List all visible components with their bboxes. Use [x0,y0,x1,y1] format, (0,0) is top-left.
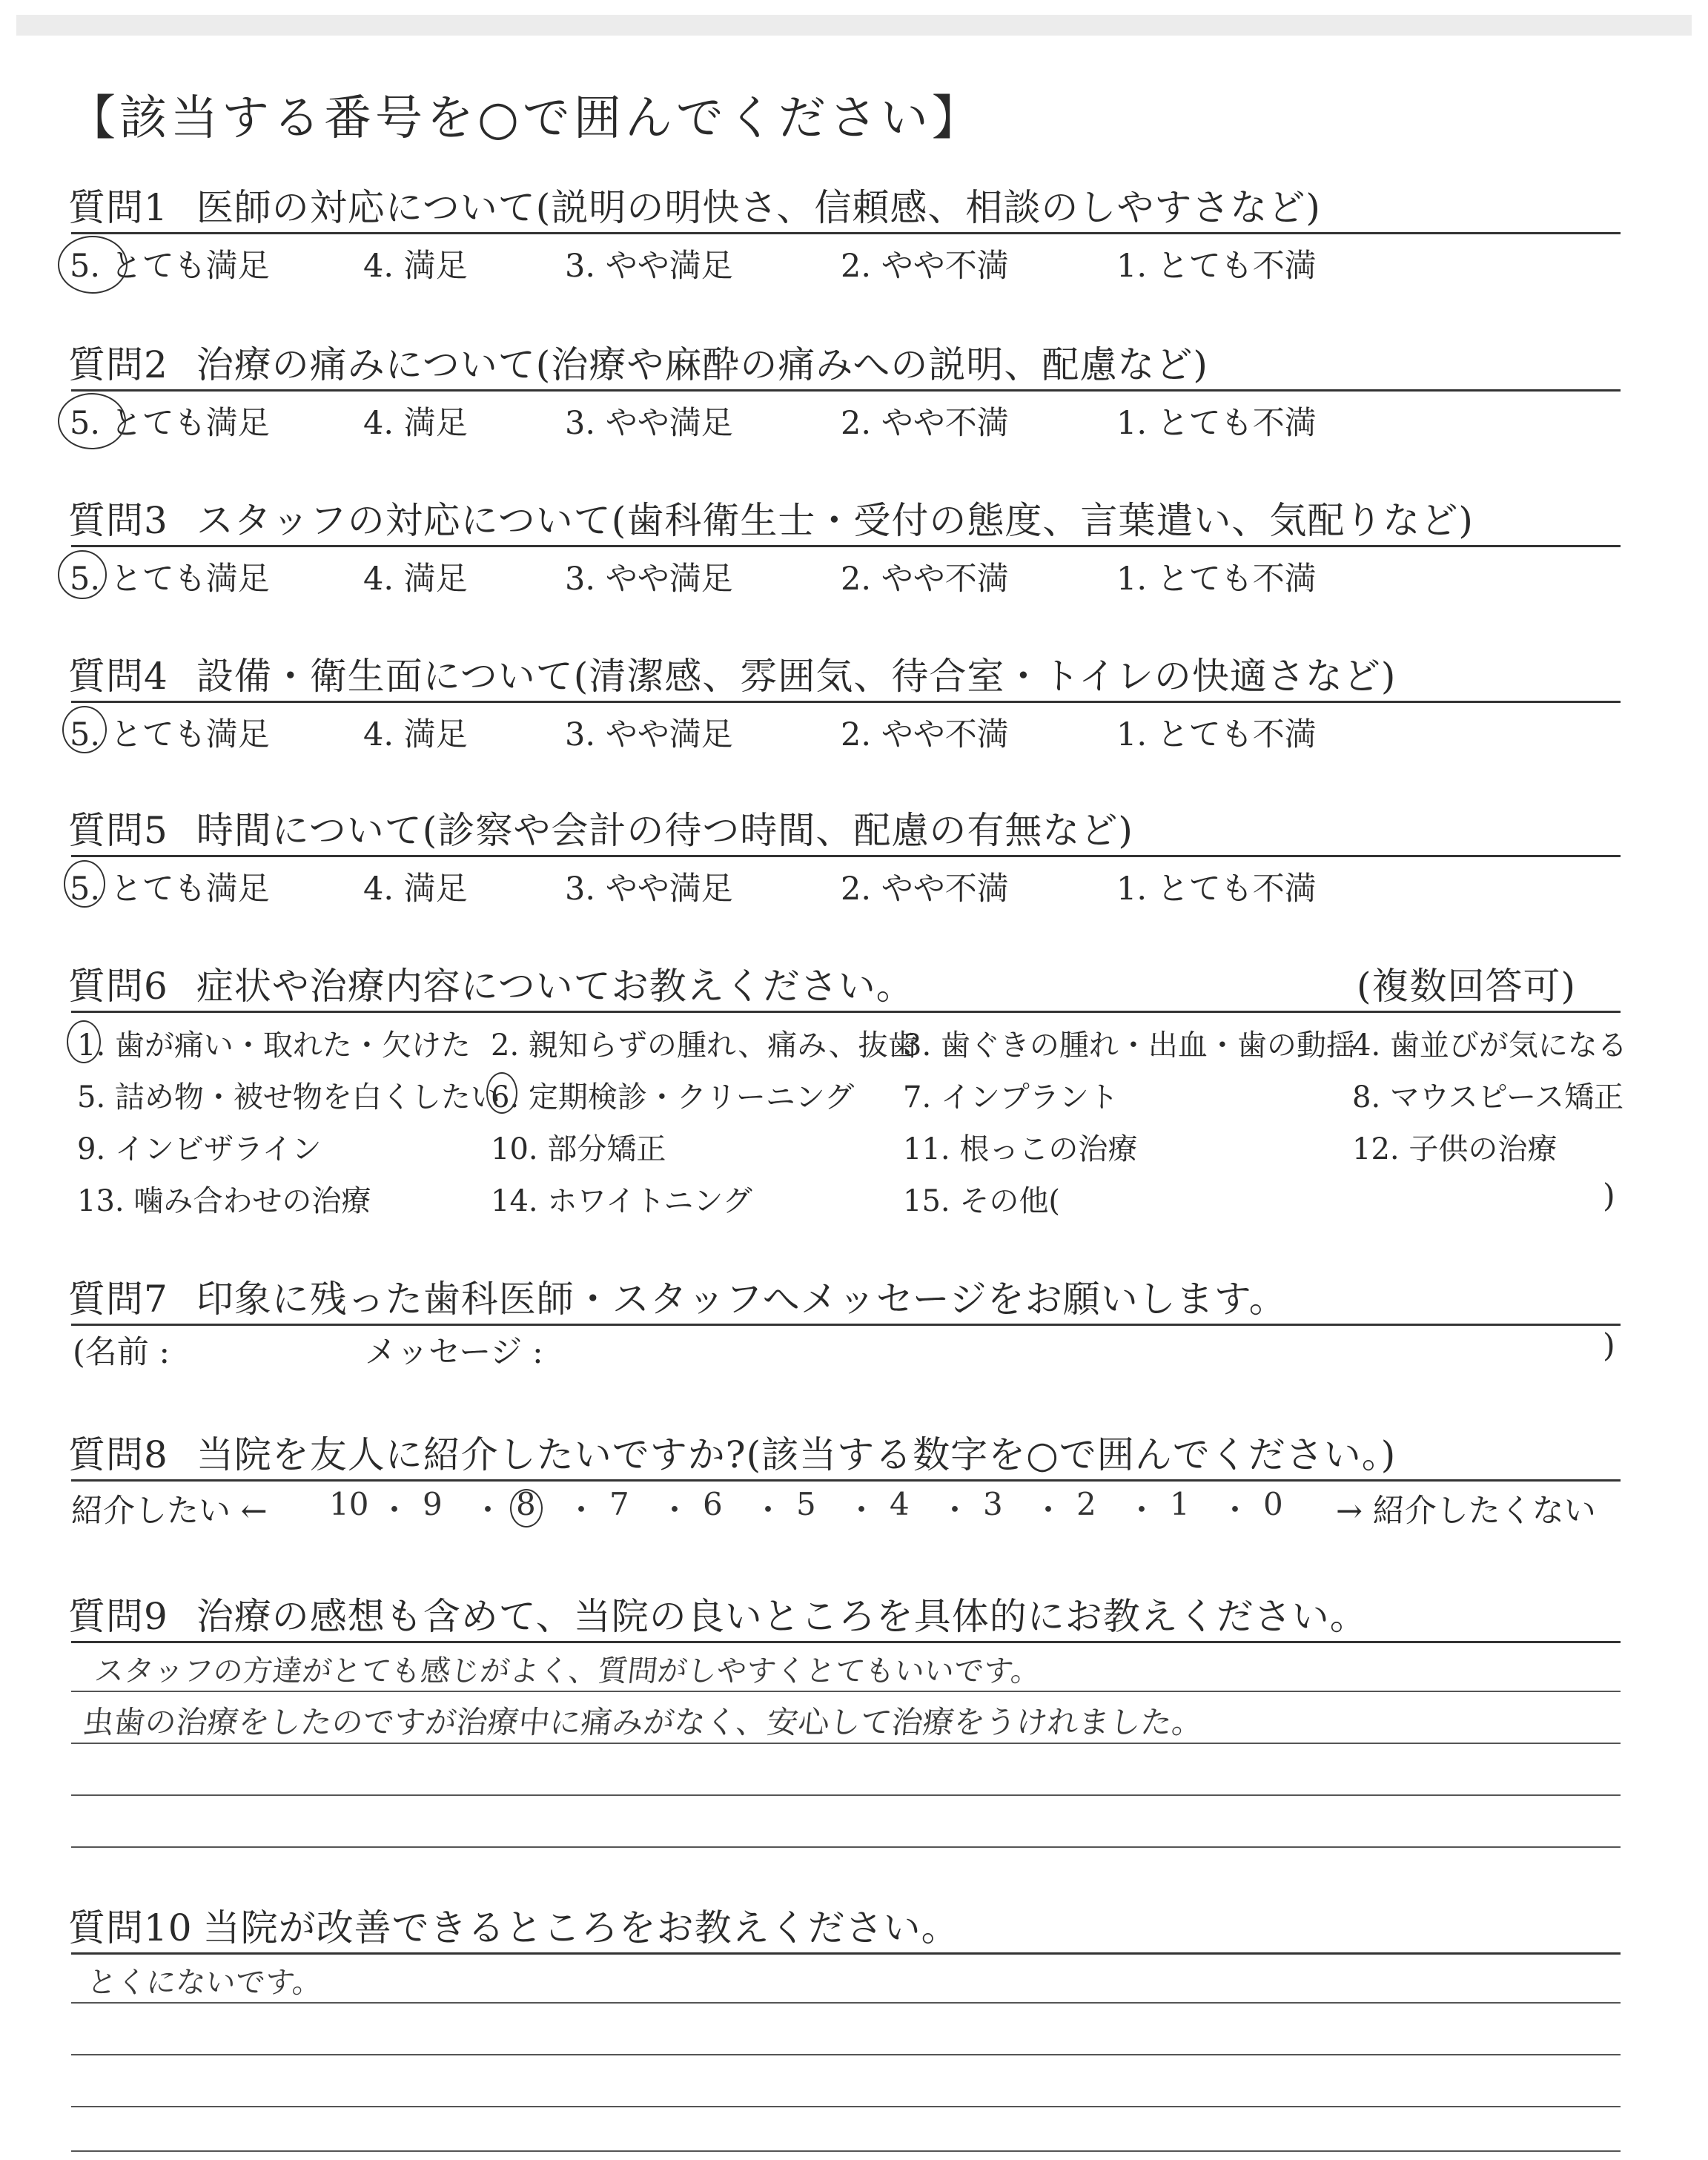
q7-name-label: (名前 : [73,1334,170,1371]
question-6-rule [71,1011,1621,1013]
q8-scale-3[interactable]: 3 [983,1486,1003,1522]
question-4-rule [71,701,1621,703]
question-1-heading [68,178,1321,231]
q1-option-2[interactable]: 2. やや不満 [841,248,1009,285]
q8-scale-separator: ・ [1033,1492,1065,1528]
question-3-rule [71,545,1621,547]
q6-option-2[interactable]: 2. 親知らずの腫れ、痛み、抜歯 [491,1028,918,1063]
q3-option-5[interactable]: 5. とても満足 [70,561,270,598]
q4-option-3[interactable]: 3. やや満足 [565,716,733,753]
question-8-rule [71,1479,1621,1482]
q5-option-3[interactable]: 3. やや満足 [565,871,733,908]
question-2-label: 質問2 [68,343,168,386]
question-10-heading [68,1898,959,1952]
q8-scale-5[interactable]: 5 [796,1486,816,1522]
q8-scale-separator: ・ [939,1492,971,1528]
question-2-rule [71,389,1621,392]
q8-scale-2[interactable]: 2 [1076,1486,1096,1522]
q2-option-3[interactable]: 3. やや満足 [565,405,733,442]
q10-answer-rule-2 [71,2054,1621,2055]
q8-scale-7[interactable]: 7 [609,1486,629,1522]
q6-option-1[interactable]: 1. 歯が痛い・取れた・欠けた [77,1028,471,1063]
q8-left-label: 紹介したい ← [71,1493,268,1530]
question-8-label: 質問8 [68,1433,168,1476]
question-9-heading [68,1587,1368,1640]
q8-scale-separator: ・ [566,1492,598,1528]
question-4-text: 設備・衛生面について(清潔感、雰囲気、待合室・トイレの快適さなど) [196,655,1397,698]
q4-selection-circle [62,706,107,753]
question-9-text: 治療の感想も含めて、当院の良いところを具体的にお教えください。 [196,1595,1368,1638]
q7-close-paren: ) [1603,1327,1615,1364]
question-4-label: 質問4 [68,655,168,698]
question-3-text: スタッフの対応について(歯科衛生士・受付の態度、言葉遣い、気配りなど) [196,499,1474,542]
question-1-label: 質問1 [68,186,168,229]
page-title: 【該当する番号を○で囲んでください】 [68,91,983,146]
question-3-label: 質問3 [68,499,168,542]
q3-option-1[interactable]: 1. とても不満 [1116,561,1317,598]
q8-scale-9[interactable]: 9 [423,1486,443,1522]
q6-option-9[interactable]: 9. インビザライン [77,1132,322,1166]
q6-option-14[interactable]: 14. ホワイトニング [491,1184,752,1218]
q8-scale-10[interactable]: 10 [329,1486,369,1522]
q10-answer-rule-4 [71,2150,1621,2152]
q8-scale-separator: ・ [752,1492,784,1528]
q8-scale-separator: ・ [472,1492,504,1528]
q10-answer-line-1: とくにないです。 [85,1966,324,2000]
q6-option-10[interactable]: 10. 部分矯正 [491,1132,666,1166]
question-1-rule [71,232,1621,234]
q9-answer-rule-4 [71,1846,1621,1848]
q1-option-4[interactable]: 4. 満足 [363,248,468,285]
q6-option-8[interactable]: 8. マウスピース矯正 [1352,1080,1624,1114]
question-10-text: 当院が改善できるところをお教えください。 [202,1906,959,1949]
q8-scale-separator: ・ [659,1492,691,1528]
q8-scale-separator: ・ [1126,1492,1158,1528]
q10-answer-rule-3 [71,2106,1621,2107]
q8-scale-8[interactable]: 8 [516,1486,536,1522]
q2-selection-circle [58,393,126,449]
question-7-label: 質問7 [68,1278,168,1321]
q8-right-label: → 紹介したくない [1336,1493,1596,1530]
question-5-rule [71,855,1621,857]
q2-option-5[interactable]: 5. とても満足 [70,405,270,442]
q9-answer-rule-2 [71,1743,1621,1744]
q6-option-6[interactable]: 6. 定期検診・クリーニング [491,1080,855,1114]
q3-option-2[interactable]: 2. やや不満 [841,561,1009,598]
q8-scale-0[interactable]: 0 [1263,1486,1283,1522]
q3-option-4[interactable]: 4. 満足 [363,561,468,598]
q1-option-1[interactable]: 1. とても不満 [1116,248,1317,285]
scan-top-edge [16,15,1692,36]
question-2-text: 治療の痛みについて(治療や麻酔の痛みへの説明、配慮など) [196,343,1208,386]
question-9-label: 質問9 [68,1595,168,1638]
q9-answer-rule-3 [71,1794,1621,1796]
q6-option-5[interactable]: 5. 詰め物・被せ物を白くしたい [77,1080,500,1114]
q8-scale-separator: ・ [379,1492,411,1528]
q6-option-7[interactable]: 7. インプラント [903,1080,1119,1114]
q5-option-2[interactable]: 2. やや不満 [841,871,1009,908]
question-1-text: 医師の対応について(説明の明快さ、信頼感、相談のしやすさなど) [196,186,1321,229]
q4-option-5[interactable]: 5. とても満足 [70,716,270,753]
question-8-heading [68,1425,1396,1479]
q1-selection-circle [58,236,128,294]
q6-option-13[interactable]: 13. 噛み合わせの治療 [77,1184,371,1218]
q2-option-4[interactable]: 4. 満足 [363,405,468,442]
q1-option-5[interactable]: 5. とても満足 [70,248,270,285]
q8-scale-separator: ・ [1219,1492,1251,1528]
question-8-text: 当院を友人に紹介したいですか?(該当する数字を○で囲んでください。) [196,1433,1397,1476]
question-6-note: (複数回答可) [1357,965,1577,1008]
q3-selection-circle [58,550,107,599]
q2-option-2[interactable]: 2. やや不満 [841,405,1009,442]
question-2-heading [68,335,1208,389]
q6-other-close-paren: ) [1603,1178,1615,1215]
question-7-heading [68,1269,1287,1323]
question-5-heading [68,801,1133,854]
q9-answer-line-2: 虫歯の治療をしたのですが治療中に痛みがなく、安心して治療をうけれました。 [81,1704,1205,1740]
question-10-rule [71,1952,1621,1955]
q6-option-4[interactable]: 4. 歯並びが気になる [1352,1028,1627,1063]
q5-option-5[interactable]: 5. とても満足 [70,871,270,908]
q4-option-1[interactable]: 1. とても不満 [1116,716,1317,753]
q8-scale-6[interactable]: 6 [703,1486,723,1522]
q7-message-label: メッセージ : [365,1334,543,1371]
question-5-text: 時間について(診察や会計の待つ時間、配慮の有無など) [196,809,1133,852]
q2-option-1[interactable]: 1. とても不満 [1116,405,1317,442]
question-7-rule [71,1324,1621,1326]
q6-option-11[interactable]: 11. 根っこの治療 [903,1132,1138,1166]
q4-option-4[interactable]: 4. 満足 [363,716,468,753]
question-4-heading [68,647,1396,700]
q6-option-3[interactable]: 3. 歯ぐきの腫れ・出血・歯の動揺 [903,1028,1356,1063]
q8-scale-separator: ・ [846,1492,878,1528]
q3-option-3[interactable]: 3. やや満足 [565,561,733,598]
q1-option-3[interactable]: 3. やや満足 [565,248,733,285]
question-10-label: 質問10 [68,1906,193,1949]
q8-scale-4[interactable]: 4 [890,1486,910,1522]
q9-answer-line-1: スタッフの方達がとても感じがよく、質問がしやすくとてもいいです。 [93,1654,1043,1688]
question-6-heading [68,957,914,1010]
q9-answer-rule-1 [71,1691,1621,1692]
q8-scale-1[interactable]: 1 [1170,1486,1190,1522]
question-3-heading [68,491,1474,544]
q6-option-1-circle [67,1020,101,1063]
question-6-label: 質問6 [68,965,168,1008]
q8-selection-circle [510,1489,543,1527]
q4-option-2[interactable]: 2. やや不満 [841,716,1009,753]
q5-selection-circle [64,860,105,908]
q6-option-15[interactable]: 15. その他( [903,1184,1060,1218]
q5-option-4[interactable]: 4. 満足 [363,871,468,908]
question-7-text: 印象に残った歯科医師・スタッフへメッセージをお願いします。 [196,1278,1287,1321]
q10-answer-rule-1 [71,2002,1621,2004]
q5-option-1[interactable]: 1. とても不満 [1116,871,1317,908]
question-9-rule [71,1641,1621,1643]
question-5-label: 質問5 [68,809,168,852]
q6-option-6-circle [486,1072,517,1114]
q6-option-12[interactable]: 12. 子供の治療 [1352,1132,1558,1166]
question-6-text: 症状や治療内容についてお教えください。 [196,965,914,1008]
